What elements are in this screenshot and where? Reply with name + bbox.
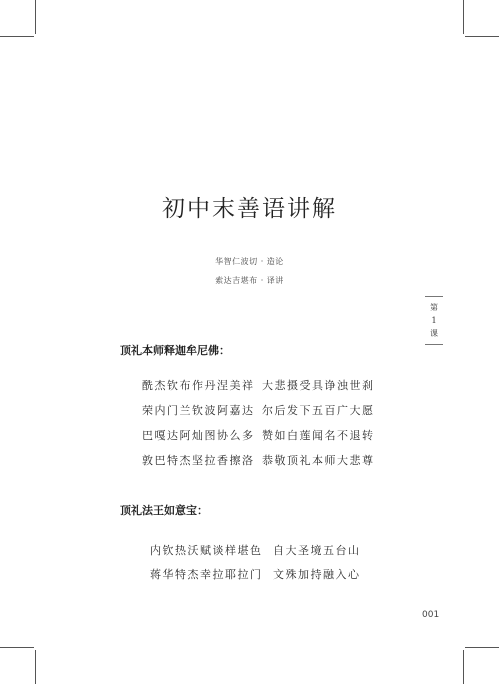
crop-mark <box>0 36 34 37</box>
author-credit: 华智仁波切 · 造论 <box>215 257 284 266</box>
lesson-marker-bottom-rule <box>425 344 443 345</box>
section-heading: 顶礼本师释迦牟尼佛： <box>120 344 230 357</box>
crop-mark <box>463 650 464 684</box>
verse-line-left: 巴嘎达阿灿图协么多 <box>142 429 255 442</box>
translator-credit: 索达吉堪布 · 译讲 <box>215 276 284 285</box>
verse-line-right: 恭敬顶礼本师大悲尊 <box>262 454 375 467</box>
crop-mark <box>35 0 36 34</box>
verse-line-right: 自大圣境五台山 <box>273 544 361 557</box>
crop-mark <box>465 647 499 648</box>
lesson-marker <box>425 296 443 345</box>
verse-line-right: 尔后发下五百广大愿 <box>262 404 375 417</box>
section-heading: 顶礼法王如意宝： <box>120 504 208 517</box>
verse-line-right: 赞如白莲闻名不退转 <box>262 429 375 442</box>
verse-line-right: 文殊加持融入心 <box>273 568 361 581</box>
crop-mark <box>0 647 34 648</box>
lesson-marker-line: 课 <box>430 329 438 338</box>
lesson-marker-line: 1 <box>431 316 437 325</box>
lesson-marker-line: 第 <box>430 303 438 312</box>
verse-line-left: 荣内门兰钦波阿嘉达 <box>142 404 255 417</box>
verse-line-left: 酰杰钦布作丹涅美祥 <box>142 379 255 392</box>
verse-line-right: 大悲摄受具诤浊世刹 <box>262 379 375 392</box>
lesson-marker-text <box>425 297 443 344</box>
crop-mark <box>465 36 499 37</box>
crop-mark <box>463 0 464 34</box>
verse-line-left: 蒋华特杰幸拉耶拉门 <box>150 568 263 581</box>
page-title: 初中末善语讲解 <box>162 196 337 222</box>
crop-mark <box>35 650 36 684</box>
verse-line-left: 敦巴特杰坚拉香擦洛 <box>142 454 255 467</box>
page-number: 001 <box>422 610 440 620</box>
verse-line-left: 内钦热沃赋谈样堪色 <box>150 544 263 557</box>
